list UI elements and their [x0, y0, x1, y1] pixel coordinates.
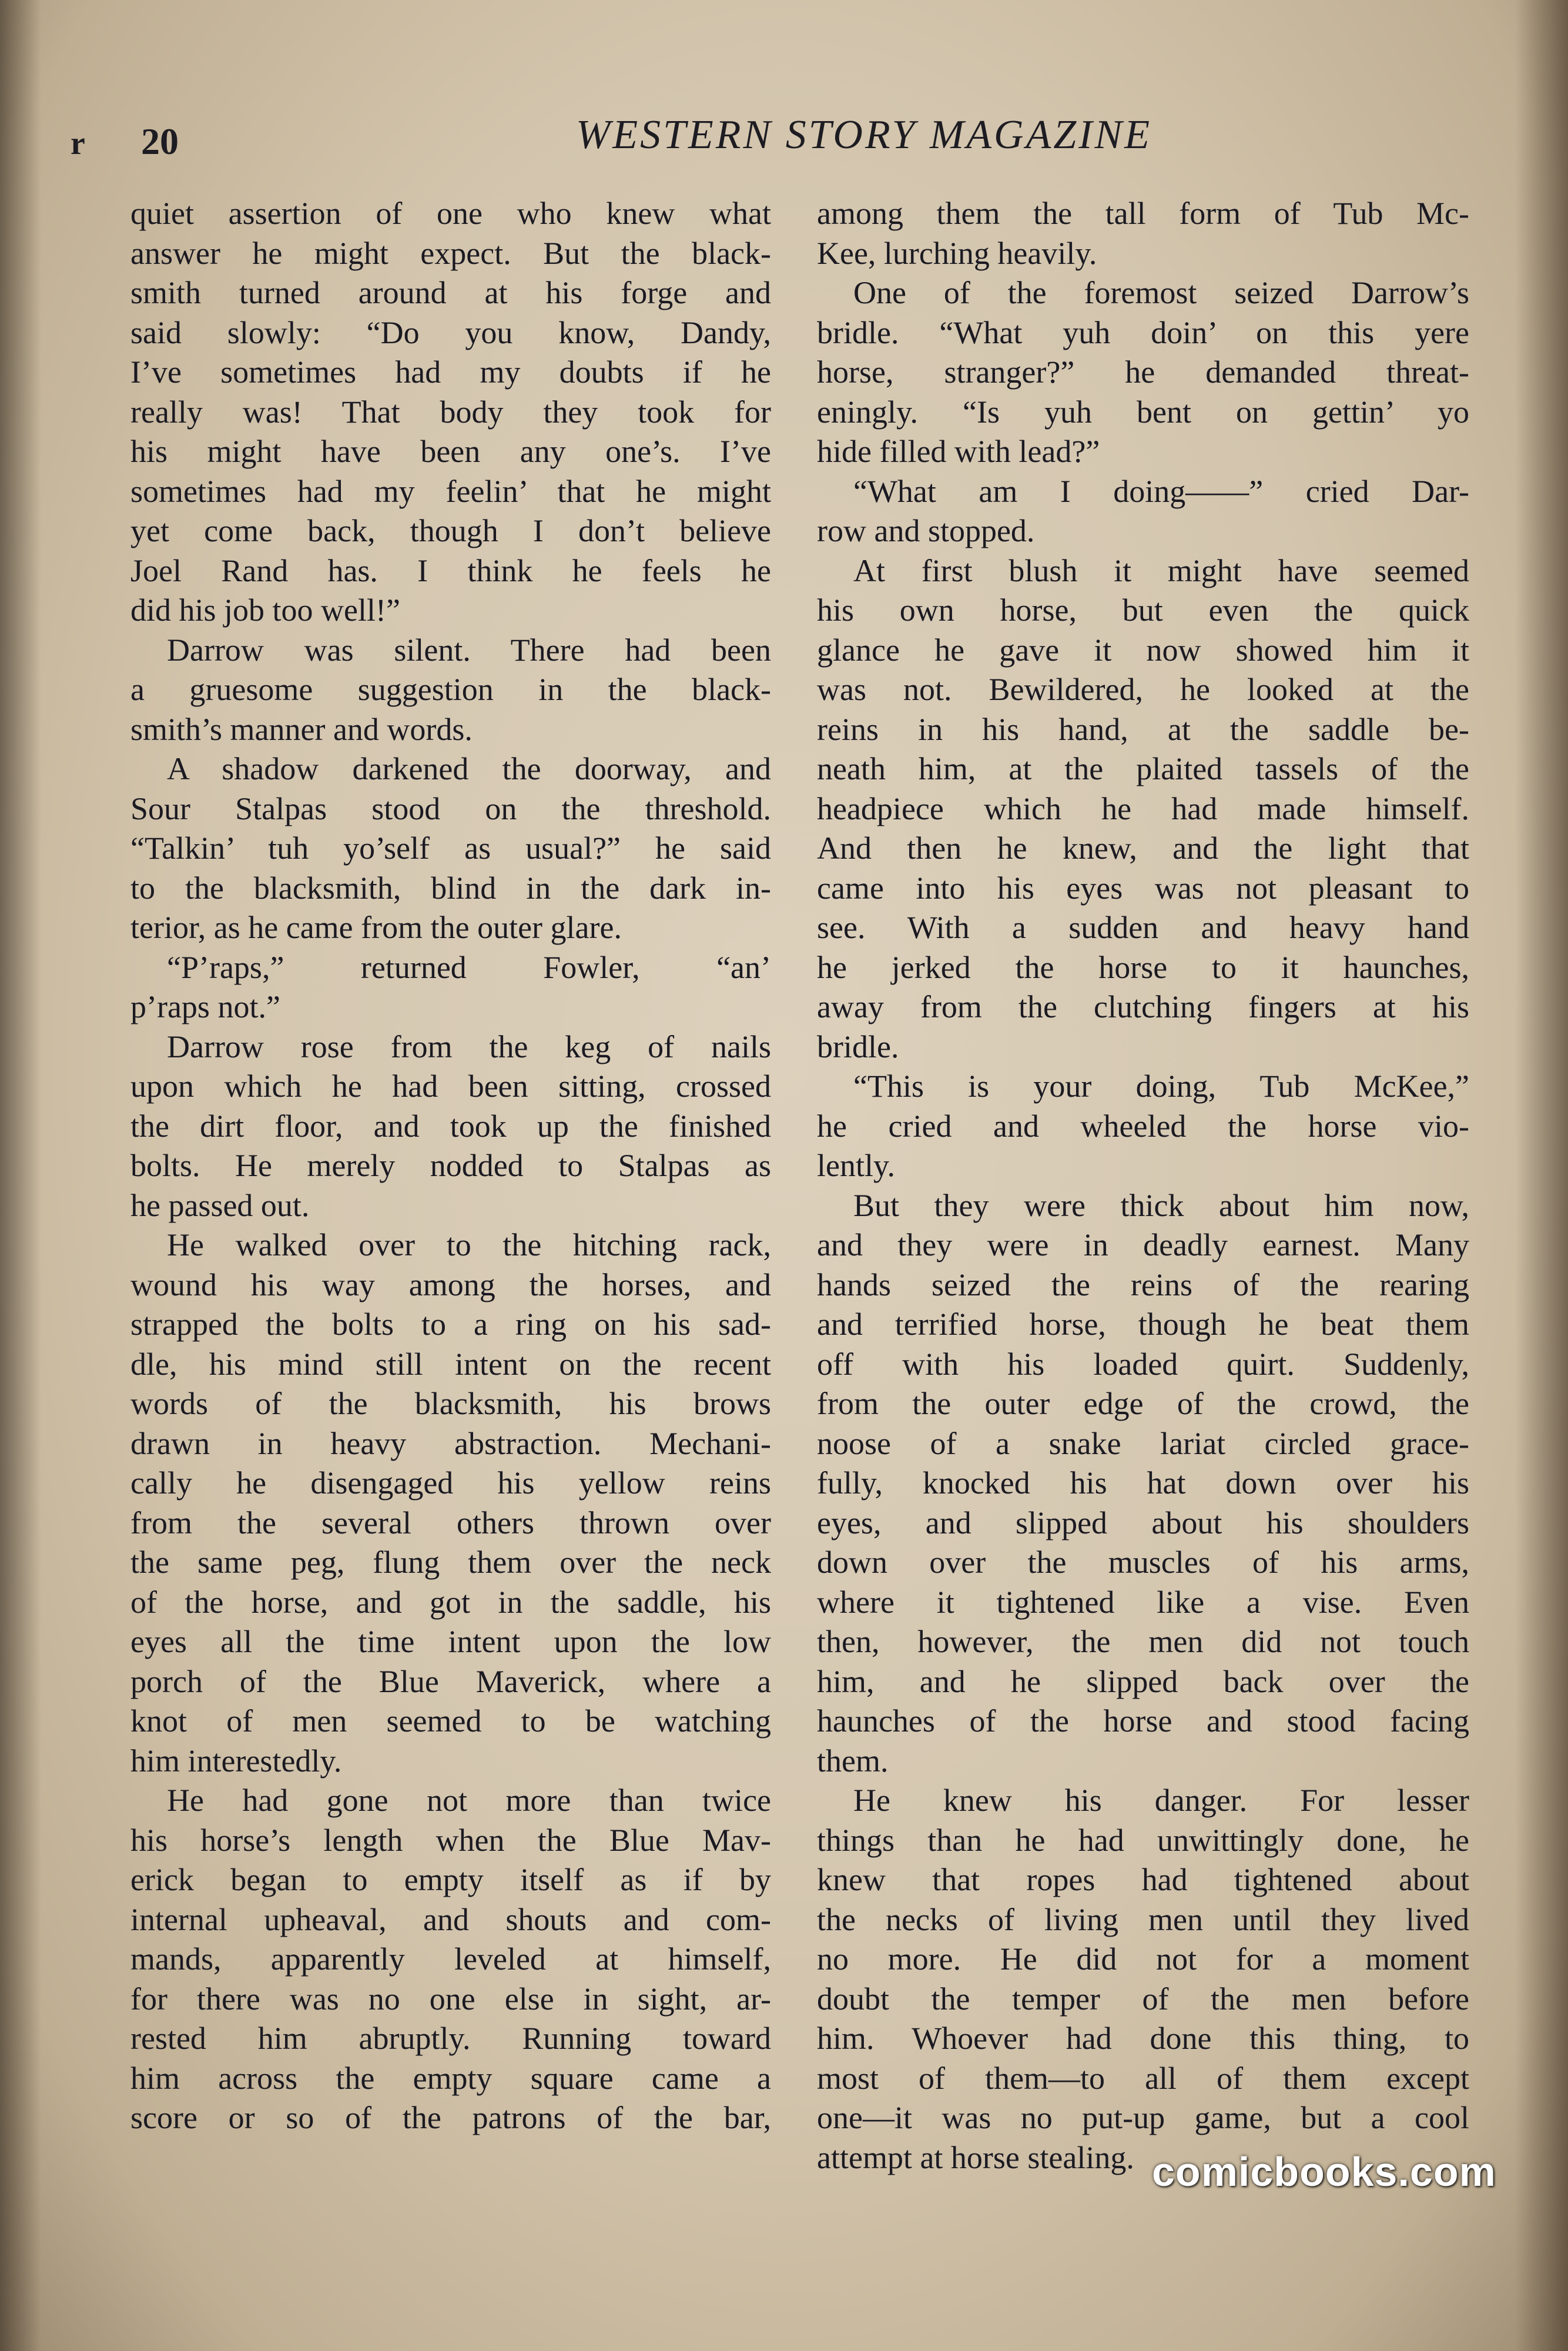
text-line: upon which he had been sitting, crossed — [130, 1069, 771, 1104]
text-line: yet come back, though I don’t believe — [130, 513, 771, 548]
text-line: quiet assertion of one who knew what — [130, 196, 771, 231]
text-line: down over the muscles of his arms, — [817, 1545, 1469, 1580]
text-line: reins in his hand, at the saddle be- — [817, 711, 1469, 747]
text-line: p’raps not.” — [130, 989, 280, 1024]
text-line: internal upheaval, and shouts and com- — [130, 1901, 771, 1937]
margin-mark: r — [71, 125, 85, 162]
text-line: see. With a sudden and heavy hand — [817, 910, 1469, 945]
text-line: bridle. — [817, 1029, 899, 1064]
text-line: really was! That body they took for — [130, 394, 771, 430]
text-line: the same peg, flung them over the neck — [130, 1545, 771, 1580]
text-line: I’ve sometimes had my doubts if he — [130, 354, 771, 390]
text-line: headpiece which he had made himself. — [817, 791, 1469, 826]
text-line: eyes all the time intent upon the low — [130, 1624, 771, 1659]
text-line: most of them—to all of them except — [817, 2060, 1469, 2096]
spine-shadow — [0, 0, 41, 2351]
text-line: attempt at horse stealing. — [817, 2139, 1134, 2175]
text-line: of the horse, and got in the saddle, his — [130, 1584, 771, 1620]
text-line: for there was no one else in sight, ar- — [130, 1981, 771, 2017]
text-line: from the several others thrown over — [130, 1505, 771, 1540]
right-text-column — [817, 194, 1469, 2178]
text-line: cally he disengaged his yellow reins — [130, 1465, 771, 1501]
text-line: fully, knocked his hat down over his — [817, 1465, 1469, 1501]
text-line: and terrified horse, though he beat them — [817, 1307, 1469, 1342]
text-line: said slowly: “Do you know, Dandy, — [130, 314, 771, 350]
text-line: One of the foremost seized Darrow’s — [853, 275, 1469, 310]
text-line: porch of the Blue Maverick, where a — [130, 1663, 771, 1699]
text-line: score or so of the patrons of the bar, — [130, 2100, 771, 2135]
text-line: horse, stranger?” he demanded threat- — [817, 354, 1469, 390]
text-line: to the blacksmith, blind in the dark in- — [130, 870, 771, 906]
text-line: “What am I doing——” cried Dar- — [853, 473, 1469, 509]
text-line: hands seized the reins of the rearing — [817, 1267, 1469, 1302]
page-header — [71, 112, 1469, 176]
text-line: doubt the temper of the men before — [817, 1981, 1469, 2017]
text-line: He knew his danger. For lesser — [853, 1783, 1469, 1818]
text-line: him across the empty square came a — [130, 2060, 771, 2096]
text-line: knew that ropes had tightened about — [817, 1862, 1469, 1897]
text-line: Darrow was silent. There had been — [167, 632, 771, 668]
text-line: away from the clutching fingers at his — [817, 989, 1469, 1024]
text-line: But they were thick about him now, — [853, 1187, 1469, 1223]
text-line: off with his loaded quirt. Suddenly, — [817, 1346, 1469, 1382]
text-line: a gruesome suggestion in the black- — [130, 672, 771, 707]
text-line: him, and he slipped back over the — [817, 1663, 1469, 1699]
text-line: hide filled with lead?” — [817, 434, 1100, 469]
text-line: He had gone not more than twice — [167, 1783, 771, 1818]
text-line: was not. Bewildered, he looked at the — [817, 672, 1469, 707]
text-line: smith turned around at his forge and — [130, 275, 771, 310]
text-line: Darrow rose from the keg of nails — [167, 1029, 771, 1064]
text-line: bolts. He merely nodded to Stalpas as — [130, 1148, 771, 1183]
text-line: And then he knew, and the light that — [817, 830, 1469, 866]
text-line: erick began to empty itself as if by — [130, 1862, 771, 1897]
running-head: WESTERN STORY MAGAZINE — [576, 112, 1152, 158]
text-line: terior, as he came from the outer glare. — [130, 910, 622, 945]
page-number: 20 — [141, 120, 179, 162]
text-line: words of the blacksmith, his brows — [130, 1386, 771, 1421]
text-line: drawn in heavy abstraction. Mechani- — [130, 1425, 771, 1461]
left-text-column — [130, 194, 771, 2138]
text-line: “This is your doing, Tub McKee,” — [853, 1069, 1469, 1104]
text-line: Joel Rand has. I think he feels he — [130, 552, 771, 588]
text-line: he cried and wheeled the horse vio- — [817, 1108, 1469, 1144]
text-line: his might have been any one’s. I’ve — [130, 434, 771, 469]
text-line: lently. — [817, 1148, 895, 1183]
text-line: him interestedly. — [130, 1743, 342, 1779]
text-line: bridle. “What yuh doin’ on this yere — [817, 314, 1469, 350]
text-line: did his job too well!” — [130, 592, 400, 628]
text-line: then, however, the men did not touch — [817, 1624, 1469, 1659]
text-line: glance he gave it now showed him it — [817, 632, 1469, 668]
text-line: A shadow darkened the doorway, and — [167, 751, 771, 786]
text-line: no more. He did not for a moment — [817, 1941, 1469, 1977]
text-line: wound his way among the horses, and — [130, 1267, 771, 1302]
text-line: him. Whoever had done this thing, to — [817, 2021, 1469, 2056]
text-line: dle, his mind still intent on the recent — [130, 1346, 771, 1382]
text-line: Kee, lurching heavily. — [817, 235, 1097, 271]
text-line: haunches of the horse and stood facing — [817, 1703, 1469, 1739]
text-line: smith’s manner and words. — [130, 711, 473, 747]
text-line: rested him abruptly. Running toward — [130, 2021, 771, 2056]
text-line: answer he might expect. But the black- — [130, 235, 771, 271]
text-line: came into his eyes was not pleasant to — [817, 870, 1469, 906]
text-line: noose of a snake lariat circled grace- — [817, 1425, 1469, 1461]
text-line: things than he had unwittingly done, he — [817, 1822, 1469, 1858]
text-line: the dirt floor, and took up the finished — [130, 1108, 771, 1144]
text-line: neath him, at the plaited tassels of the — [817, 751, 1469, 786]
text-line: and they were in deadly earnest. Many — [817, 1227, 1469, 1262]
text-line: his own horse, but even the quick — [817, 592, 1469, 628]
text-line: mands, apparently leveled at himself, — [130, 1941, 771, 1977]
text-line: row and stopped. — [817, 513, 1035, 548]
page-edge-shadow — [1515, 0, 1568, 2351]
text-line: He walked over to the hitching rack, — [167, 1227, 771, 1262]
watermark: comicbooks.com — [1152, 2149, 1496, 2195]
text-line: eyes, and slipped about his shoulders — [817, 1505, 1469, 1540]
text-line: the necks of living men until they lived — [817, 1901, 1469, 1937]
text-line: Sour Stalpas stood on the threshold. — [130, 791, 771, 826]
text-line: from the outer edge of the crowd, the — [817, 1386, 1469, 1421]
text-line: knot of men seemed to be watching — [130, 1703, 771, 1739]
text-line: “P’raps,” returned Fowler, “an’ — [167, 949, 771, 985]
text-line: one—it was no put-up game, but a cool — [817, 2100, 1469, 2135]
text-line: among them the tall form of Tub Mc- — [817, 196, 1469, 231]
text-line: them. — [817, 1743, 889, 1779]
text-line: “Talkin’ tuh yo’self as usual?” he said — [130, 830, 771, 866]
text-line: strapped the bolts to a ring on his sad- — [130, 1307, 771, 1342]
text-line: sometimes had my feelin’ that he might — [130, 473, 771, 509]
text-line: he passed out. — [130, 1187, 310, 1223]
text-line: At first blush it might have seemed — [853, 552, 1469, 588]
text-line: he jerked the horse to it haunches, — [817, 949, 1469, 985]
text-line: his horse’s length when the Blue Mav- — [130, 1822, 771, 1858]
text-line: where it tightened like a vise. Even — [817, 1584, 1469, 1620]
text-line: eningly. “Is yuh bent on gettin’ yo — [817, 394, 1469, 430]
